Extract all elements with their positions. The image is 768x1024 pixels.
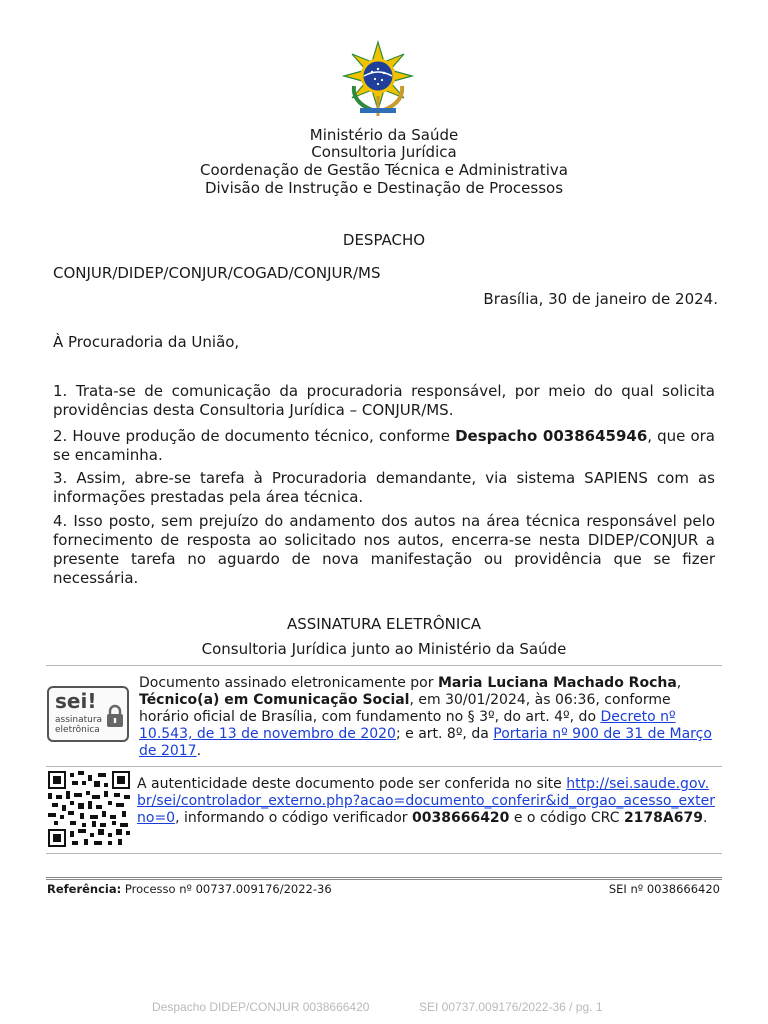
footer-rule-1 — [46, 877, 722, 878]
paragraph-1: 1. Trata-se de comunicação da procuradoria responsável, por meio do qual solicita providências desta Consultoria Jurídica – CONJUR/MS. — [53, 382, 715, 419]
qr-code-icon[interactable] — [48, 771, 130, 847]
footer-sei-number: SEI nº 0038666420 — [608, 882, 720, 896]
verification-statement: A autenticidade deste documento pode ser conferida no site http://sei.saude.gov.br/sei/controlador_externo.php?acao=documento_conferir&id_orgao_acesso_externo=0, informando o código verificador 0038666420 e o código CRC 2178A679. — [137, 776, 715, 826]
document-reference: CONJUR/DIDEP/CONJUR/COGAD/CONJUR/MS — [53, 264, 381, 282]
signer-name: Maria Luciana Machado Rocha — [437, 675, 677, 691]
header-divisao: Divisão de Instrução e Destinação de Processos — [204, 179, 564, 197]
paragraph-2: 2. Houve produção de documento técnico, conforme Despacho 0038645946, que ora se encaminha. — [53, 427, 715, 464]
document-date: Brasília, 30 de janeiro de 2024. — [483, 290, 718, 308]
despacho-reference: Despacho 0038645946 — [455, 427, 648, 445]
verification-code: 0038666420 — [412, 810, 510, 826]
addressee: À Procuradoria da União, — [53, 333, 240, 351]
crc-code: 2178A679 — [623, 810, 703, 826]
verification-link[interactable]: http://sei.saude.gov.br/sei/controlador_externo.php?acao=documento_conferir&id_orgao_acesso_externo=0 — [137, 776, 715, 826]
signature-box-bottom — [46, 853, 722, 854]
paragraph-4: 4. Isso posto, sem prejuízo do andamento dos autos na área técnica responsável pelo fornecimento de resposta ao solicitado nos autos, encerra-se nesta DIDEP/CONJUR a presente tarefa no aguardo de nova manifestação ou providência que se fizer necessária. — [53, 512, 715, 587]
footer-reference: Referência: Processo nº 00737.009176/2022-36 — [47, 882, 332, 896]
signature-box-top — [46, 665, 722, 666]
signer-role: Técnico(a) em Comunicação Social — [139, 692, 410, 708]
signature-title: ASSINATURA ELETRÔNICA — [286, 615, 482, 633]
decreto-link[interactable]: Decreto nº 10.543, de 13 de novembro de 2020 — [139, 709, 676, 742]
signature-org: Consultoria Jurídica junto ao Ministério da Saúde — [201, 640, 567, 658]
footer-rule-2 — [46, 879, 722, 880]
header-ministry: Ministério da Saúde — [309, 126, 459, 144]
paragraph-3: 3. Assim, abre-se tarefa à Procuradoria demandante, via sistema SAPIENS com as informações prestadas pela área técnica. — [53, 469, 715, 506]
header-coordenacao: Coordenação de Gestão Técnica e Administrativa — [200, 161, 568, 179]
sei-signature-logo: sei! assinatura eletrônica — [47, 686, 129, 742]
header-consultoria: Consultoria Jurídica — [311, 143, 457, 161]
signature-box-divider — [46, 766, 722, 767]
portaria-link[interactable]: Portaria nº 900 de 31 de Março de 2017 — [139, 726, 712, 759]
page-stamp-right: SEI 00737.009176/2022-36 / pg. 1 — [419, 1000, 603, 1014]
lock-icon — [105, 704, 125, 728]
brazil-coat-of-arms-icon — [342, 40, 414, 118]
document-title: DESPACHO — [342, 231, 426, 249]
page-stamp-left: Despacho DIDEP/CONJUR 0038666420 — [152, 1000, 370, 1014]
signature-statement: Documento assinado eletronicamente por Maria Luciana Machado Rocha, Técnico(a) em Comunicação Social, em 30/01/2024, às 06:36, conforme horário oficial de Brasília, com fundamento no § 3º, do art. 4º, do Decreto nº 10.543, de 13 de novembro de 2020; e art. 8º, da Portaria nº 900 de 31 de Março de 2017. — [139, 675, 712, 759]
